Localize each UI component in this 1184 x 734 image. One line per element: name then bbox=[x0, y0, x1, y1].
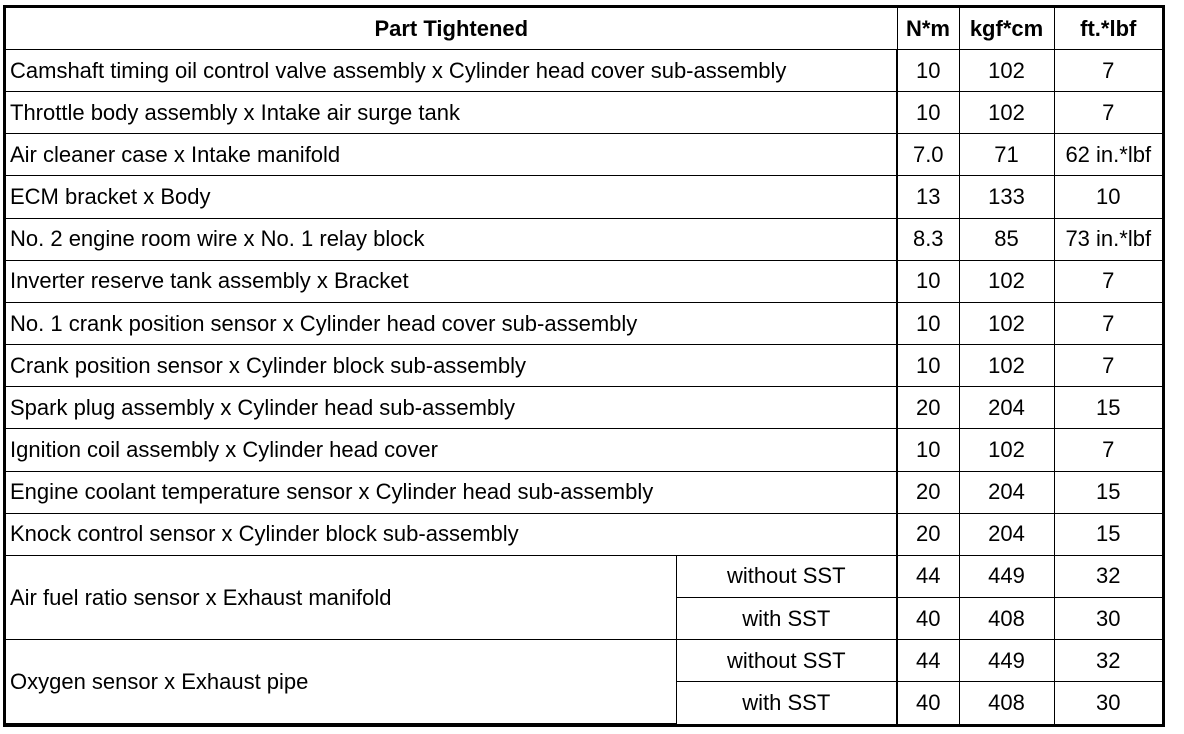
header-nm: N*m bbox=[897, 8, 959, 50]
table-row bbox=[6, 513, 1162, 555]
nm-value-cell: 44 bbox=[897, 555, 959, 597]
kgfcm-value-cell: 102 bbox=[959, 92, 1054, 134]
ftlbf-value-cell: 15 bbox=[1054, 513, 1162, 555]
ftlbf-value-cell: 7 bbox=[1054, 260, 1162, 302]
nm-value-cell: 10 bbox=[897, 260, 959, 302]
condition-cell: with SST bbox=[676, 598, 897, 640]
nm-value-cell: 10 bbox=[897, 50, 959, 92]
ftlbf-value-cell: 7 bbox=[1054, 345, 1162, 387]
table-row bbox=[6, 176, 1162, 218]
table-row bbox=[6, 260, 1162, 302]
kgfcm-value-cell: 71 bbox=[959, 134, 1054, 176]
kgfcm-value-cell: 408 bbox=[959, 682, 1054, 724]
table-body bbox=[6, 50, 1162, 724]
part-name-cell: Spark plug assembly x Cylinder head sub-assembly bbox=[6, 387, 897, 429]
kgfcm-value-cell: 133 bbox=[959, 176, 1054, 218]
nm-value-cell: 20 bbox=[897, 471, 959, 513]
nm-value-cell: 10 bbox=[897, 345, 959, 387]
nm-value-cell: 40 bbox=[897, 598, 959, 640]
nm-value-cell: 13 bbox=[897, 176, 959, 218]
ftlbf-value-cell: 32 bbox=[1054, 640, 1162, 682]
part-name-cell: Air cleaner case x Intake manifold bbox=[6, 134, 897, 176]
header-part-tightened: Part Tightened bbox=[6, 8, 897, 50]
kgfcm-value-cell: 204 bbox=[959, 471, 1054, 513]
part-name-cell: Inverter reserve tank assembly x Bracket bbox=[6, 260, 897, 302]
part-name-cell: No. 2 engine room wire x No. 1 relay block bbox=[6, 218, 897, 260]
condition-cell: without SST bbox=[676, 640, 897, 682]
kgfcm-value-cell: 449 bbox=[959, 640, 1054, 682]
nm-value-cell: 40 bbox=[897, 682, 959, 724]
kgfcm-value-cell: 102 bbox=[959, 345, 1054, 387]
torque-specification-table bbox=[6, 8, 1162, 724]
condition-cell: with SST bbox=[676, 682, 897, 724]
ftlbf-value-cell: 30 bbox=[1054, 682, 1162, 724]
ftlbf-value-cell: 62 in.*lbf bbox=[1054, 134, 1162, 176]
table-row bbox=[6, 640, 1162, 682]
part-name-cell: Ignition coil assembly x Cylinder head cover bbox=[6, 429, 897, 471]
nm-value-cell: 10 bbox=[897, 429, 959, 471]
header-row bbox=[6, 8, 1162, 50]
part-name-cell: Knock control sensor x Cylinder block sub-assembly bbox=[6, 513, 897, 555]
table-row bbox=[6, 471, 1162, 513]
nm-value-cell: 10 bbox=[897, 92, 959, 134]
ftlbf-value-cell: 15 bbox=[1054, 387, 1162, 429]
part-name-cell: Oxygen sensor x Exhaust pipe bbox=[6, 640, 676, 724]
table-row bbox=[6, 429, 1162, 471]
ftlbf-value-cell: 10 bbox=[1054, 176, 1162, 218]
kgfcm-value-cell: 102 bbox=[959, 260, 1054, 302]
ftlbf-value-cell: 7 bbox=[1054, 50, 1162, 92]
part-name-cell: Camshaft timing oil control valve assembly x Cylinder head cover sub-assembly bbox=[6, 50, 897, 92]
nm-value-cell: 8.3 bbox=[897, 218, 959, 260]
ftlbf-value-cell: 15 bbox=[1054, 471, 1162, 513]
table-row bbox=[6, 302, 1162, 344]
nm-value-cell: 20 bbox=[897, 387, 959, 429]
part-name-cell: Crank position sensor x Cylinder block sub-assembly bbox=[6, 345, 897, 387]
header-ftlbf: ft.*lbf bbox=[1054, 8, 1162, 50]
table-row bbox=[6, 555, 1162, 597]
nm-value-cell: 44 bbox=[897, 640, 959, 682]
part-name-cell: Throttle body assembly x Intake air surge tank bbox=[6, 92, 897, 134]
ftlbf-value-cell: 30 bbox=[1054, 598, 1162, 640]
ftlbf-value-cell: 32 bbox=[1054, 555, 1162, 597]
kgfcm-value-cell: 408 bbox=[959, 598, 1054, 640]
table-row bbox=[6, 387, 1162, 429]
table-row bbox=[6, 218, 1162, 260]
ftlbf-value-cell: 73 in.*lbf bbox=[1054, 218, 1162, 260]
header-kgfcm: kgf*cm bbox=[959, 8, 1054, 50]
torque-specification-table-frame bbox=[3, 5, 1165, 727]
table-row bbox=[6, 134, 1162, 176]
kgfcm-value-cell: 85 bbox=[959, 218, 1054, 260]
nm-value-cell: 10 bbox=[897, 302, 959, 344]
kgfcm-value-cell: 102 bbox=[959, 429, 1054, 471]
nm-value-cell: 7.0 bbox=[897, 134, 959, 176]
kgfcm-value-cell: 102 bbox=[959, 50, 1054, 92]
kgfcm-value-cell: 204 bbox=[959, 387, 1054, 429]
ftlbf-value-cell: 7 bbox=[1054, 92, 1162, 134]
table-row bbox=[6, 50, 1162, 92]
part-name-cell: ECM bracket x Body bbox=[6, 176, 897, 218]
kgfcm-value-cell: 204 bbox=[959, 513, 1054, 555]
table-row bbox=[6, 345, 1162, 387]
condition-cell: without SST bbox=[676, 555, 897, 597]
kgfcm-value-cell: 449 bbox=[959, 555, 1054, 597]
part-name-cell: Air fuel ratio sensor x Exhaust manifold bbox=[6, 555, 676, 639]
ftlbf-value-cell: 7 bbox=[1054, 429, 1162, 471]
part-name-cell: No. 1 crank position sensor x Cylinder head cover sub-assembly bbox=[6, 302, 897, 344]
ftlbf-value-cell: 7 bbox=[1054, 302, 1162, 344]
nm-value-cell: 20 bbox=[897, 513, 959, 555]
part-name-cell: Engine coolant temperature sensor x Cylinder head sub-assembly bbox=[6, 471, 897, 513]
table-row bbox=[6, 92, 1162, 134]
kgfcm-value-cell: 102 bbox=[959, 302, 1054, 344]
